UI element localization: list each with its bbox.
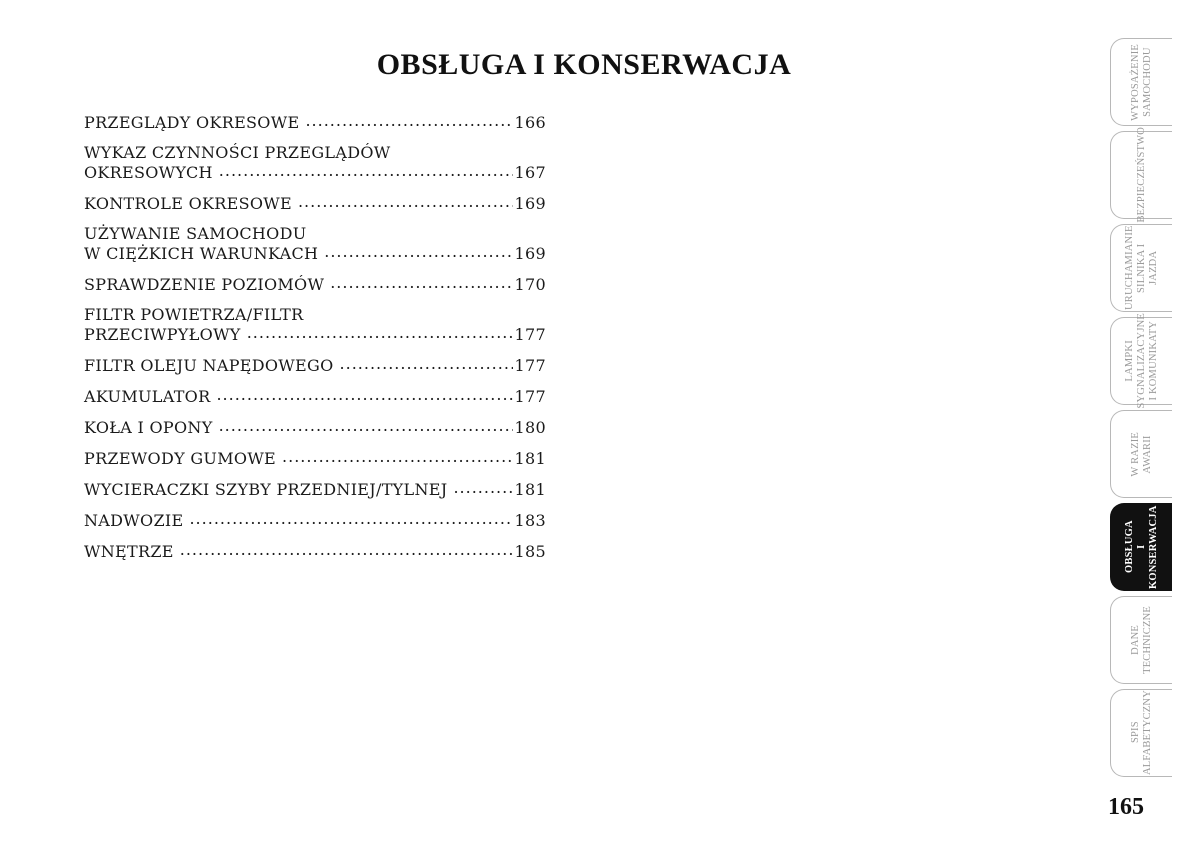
dot-leader: [282, 448, 513, 464]
section-tab-label: WYPOSAŻENIE SAMOCHODU: [1129, 43, 1153, 121]
section-tab[interactable]: [1110, 689, 1172, 777]
toc-entry-title-line: PRZEWODY GUMOWE: [84, 449, 277, 468]
toc-entry-row: [84, 243, 546, 263]
toc-entry-row: [84, 448, 546, 468]
dot-leader: [324, 243, 512, 259]
toc-entry-page: 183: [514, 511, 546, 530]
dot-leader: [305, 112, 512, 128]
section-tab-label: OBSŁUGA I KONSERWACJA: [1123, 505, 1159, 589]
toc-entry-row: [84, 479, 546, 499]
toc-entry-link[interactable]: [84, 305, 546, 344]
toc-entry-page: 166: [514, 113, 546, 132]
toc-item: [84, 112, 546, 132]
toc-entry-link[interactable]: [84, 417, 546, 437]
toc-entry-link[interactable]: [84, 448, 546, 468]
toc-item: [84, 193, 546, 213]
dot-leader: [330, 274, 512, 290]
toc-item: [84, 541, 546, 561]
toc-entry-page: 181: [514, 480, 546, 499]
toc-item: [84, 143, 546, 182]
dot-leader: [219, 162, 513, 178]
dot-leader: [216, 386, 512, 402]
dot-leader: [453, 479, 512, 495]
section-tab[interactable]: [1110, 503, 1172, 591]
section-tab[interactable]: [1110, 313, 1172, 409]
toc-entry-page: 170: [514, 275, 546, 294]
toc-entry-row: [84, 112, 546, 132]
toc-entry-title-line: AKUMULATOR: [84, 387, 211, 406]
toc-entry-title-line: KONTROLE OKRESOWE: [84, 194, 292, 213]
section-tab[interactable]: [1110, 38, 1172, 126]
toc-entry-title-line: NADWOZIE: [84, 511, 184, 530]
toc-entry-link[interactable]: [84, 355, 546, 375]
toc-item: [84, 417, 546, 437]
section-tab[interactable]: [1110, 224, 1172, 312]
section-tab-label: URUCHAMIANIE SILNIKA I JAZDA: [1123, 225, 1159, 311]
toc-entry-row: [84, 417, 546, 437]
toc-entry-title-line: UŻYWANIE SAMOCHODU: [84, 224, 307, 243]
toc-entry-title-line: PRZECIWPYŁOWY: [84, 325, 241, 344]
toc-entry-row: [84, 386, 546, 406]
toc-entry-title-line: OKRESOWYCH: [84, 163, 213, 182]
section-tab[interactable]: [1110, 127, 1172, 223]
toc-entry-page: 167: [514, 163, 546, 182]
dot-leader: [180, 541, 513, 557]
toc-item: [84, 224, 546, 263]
toc-entry-link[interactable]: [84, 274, 546, 294]
section-tab[interactable]: [1110, 410, 1172, 498]
toc-entry-page: 181: [514, 449, 546, 468]
toc-item: [84, 386, 546, 406]
toc-item: [84, 355, 546, 375]
dot-leader: [340, 355, 513, 371]
section-tab-label: SPIS ALFABETYCZNY: [1129, 690, 1153, 776]
toc-entry-link[interactable]: [84, 112, 546, 132]
toc-item: [84, 448, 546, 468]
toc-entry-link[interactable]: [84, 143, 546, 182]
toc-item: [84, 479, 546, 499]
toc-entry-page: 169: [514, 244, 546, 263]
toc-entry-page: 177: [514, 387, 546, 406]
toc-entry-link[interactable]: [84, 386, 546, 406]
toc-entry-title-line: SPRAWDZENIE POZIOMÓW: [84, 275, 325, 294]
toc-entry-title-line: KOŁA I OPONY: [84, 418, 213, 437]
dot-leader: [219, 417, 513, 433]
toc-entry-row: [84, 324, 546, 344]
toc-entry-title-line: FILTR POWIETRZA/FILTR: [84, 305, 304, 324]
toc-entry-row: [84, 162, 546, 182]
toc-entry-link[interactable]: [84, 510, 546, 530]
toc-entry-link[interactable]: [84, 541, 546, 561]
toc-entry-title-line: FILTR OLEJU NAPĘDOWEGO: [84, 356, 334, 375]
section-tab-label: DANE TECHNICZNE: [1129, 606, 1153, 674]
dot-leader: [247, 324, 513, 340]
toc-entry-row: [84, 274, 546, 294]
toc-entry-title-line: WNĘTRZE: [84, 542, 174, 561]
toc-entry-title-line: WYKAZ CZYNNOŚCI PRZEGLĄDÓW: [84, 143, 391, 162]
toc-entry-row: [84, 193, 546, 213]
table-of-contents: [84, 112, 546, 572]
toc-entry-page: 169: [514, 194, 546, 213]
toc-entry-row: [84, 355, 546, 375]
dot-leader: [189, 510, 512, 526]
dot-leader: [298, 193, 513, 209]
toc-entry-page: 177: [514, 325, 546, 344]
toc-item: [84, 510, 546, 530]
toc-item: [84, 305, 546, 344]
section-tab-label: BEZPIECZEŃSTWO: [1135, 127, 1147, 223]
toc-entry-title-line: WYCIERACZKI SZYBY PRZEDNIEJ/TYLNEJ: [84, 480, 448, 499]
toc-entry-row: [84, 510, 546, 530]
toc-entry-link[interactable]: [84, 193, 546, 213]
toc-entry-link[interactable]: [84, 224, 546, 263]
section-tab[interactable]: [1110, 596, 1172, 684]
toc-entry-page: 177: [514, 356, 546, 375]
toc-entry-title-line: PRZEGLĄDY OKRESOWE: [84, 113, 300, 132]
toc-entry-page: 185: [514, 542, 546, 561]
toc-entry-page: 180: [514, 418, 546, 437]
toc-item: [84, 274, 546, 294]
toc-entry-row: [84, 541, 546, 561]
section-tab-label: W RAZIE AWARII: [1129, 431, 1153, 477]
toc-entry-title-line: W CIĘŻKICH WARUNKACH: [84, 244, 319, 263]
toc-entry-link[interactable]: [84, 479, 546, 499]
section-tab-label: LAMPKI SYGNALIZACYJNE I KOMUNIKATY: [1123, 313, 1159, 409]
page-title: OBSŁUGA I KONSERWACJA: [376, 48, 792, 82]
page-number: 165: [1108, 794, 1144, 820]
